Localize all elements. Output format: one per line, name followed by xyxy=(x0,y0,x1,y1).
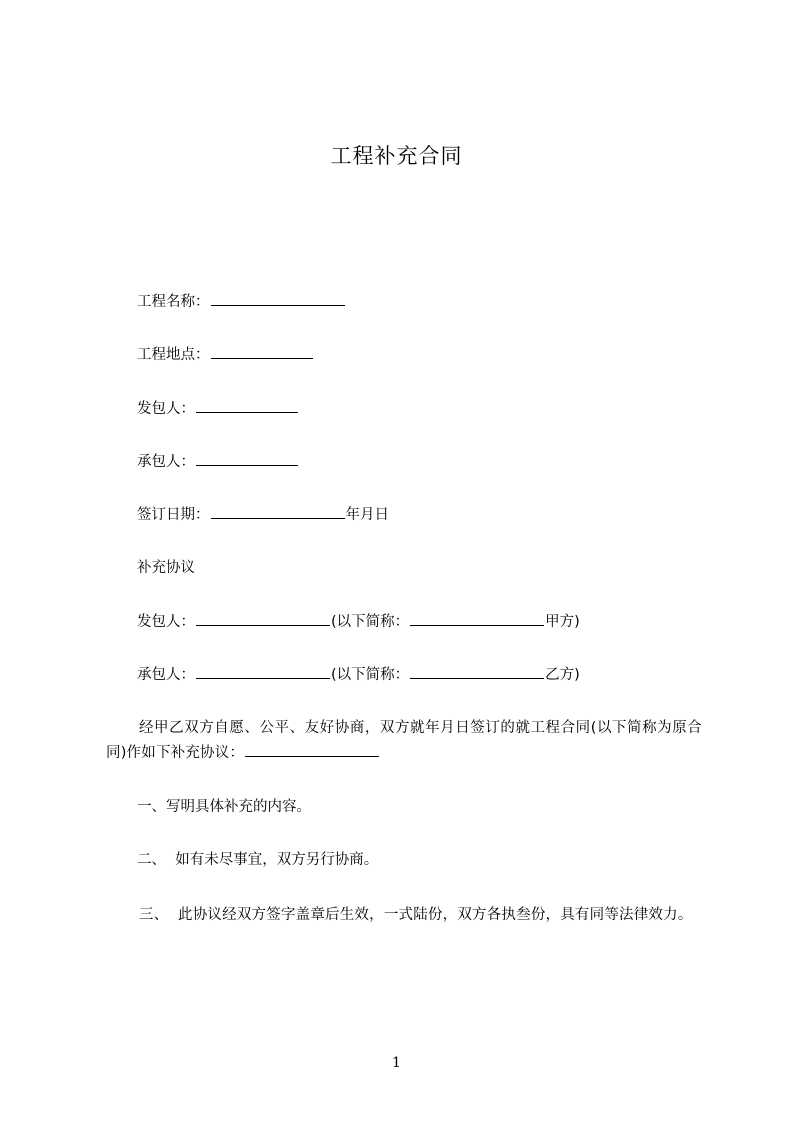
clause-2: 二、 如有未尽事宜，双方另行协商。 xyxy=(137,852,379,868)
party-employer-line xyxy=(137,610,580,633)
party-contractor-mid: (以下简称： xyxy=(331,667,410,683)
sign-date-blank xyxy=(211,503,345,519)
page-number: 1 xyxy=(392,1055,401,1071)
section-heading: 补充协议 xyxy=(137,560,195,576)
intro-paragraph xyxy=(106,716,702,766)
project-name-line xyxy=(137,290,346,313)
contractor-line xyxy=(137,450,299,473)
sign-date-label: 签订日期： xyxy=(137,507,210,523)
party-employer-mid: (以下简称： xyxy=(331,614,410,630)
project-location-line xyxy=(137,343,314,366)
project-location-label: 工程地点： xyxy=(137,347,210,363)
project-location-blank xyxy=(211,343,313,359)
project-name-blank xyxy=(211,290,345,306)
party-employer-blank xyxy=(196,610,330,626)
party-contractor-line xyxy=(137,663,580,686)
party-employer-label: 发包人： xyxy=(137,614,195,630)
project-name-label: 工程名称： xyxy=(137,294,210,310)
party-contractor-end: 乙方) xyxy=(545,667,580,683)
employer-label: 发包人： xyxy=(137,401,195,417)
intro-text: 经甲乙双方自愿、公平、友好协商，双方就年月日签订的就工程合同(以下简称为原合同)作如下补充协议： xyxy=(106,720,702,761)
intro-blank xyxy=(245,741,379,757)
sign-date-suffix: 年月日 xyxy=(345,507,389,523)
contractor-label: 承包人： xyxy=(137,454,195,470)
document-title: 工程补充合同 xyxy=(330,144,463,168)
employer-blank xyxy=(196,397,298,413)
clause-3: 三、 此协议经双方签字盖章后生效，一式陆份，双方各执叁份，具有同等法律效力。 xyxy=(139,907,693,923)
party-contractor-blank xyxy=(196,663,330,679)
employer-line xyxy=(137,397,299,420)
contractor-blank xyxy=(196,450,298,466)
party-contractor-label: 承包人： xyxy=(137,667,195,683)
clause-1: 一、写明具体补充的内容。 xyxy=(137,799,311,815)
party-contractor-alias-blank xyxy=(410,663,544,679)
party-employer-alias-blank xyxy=(410,610,544,626)
sign-date-line xyxy=(137,503,389,526)
party-employer-end: 甲方) xyxy=(545,614,580,630)
